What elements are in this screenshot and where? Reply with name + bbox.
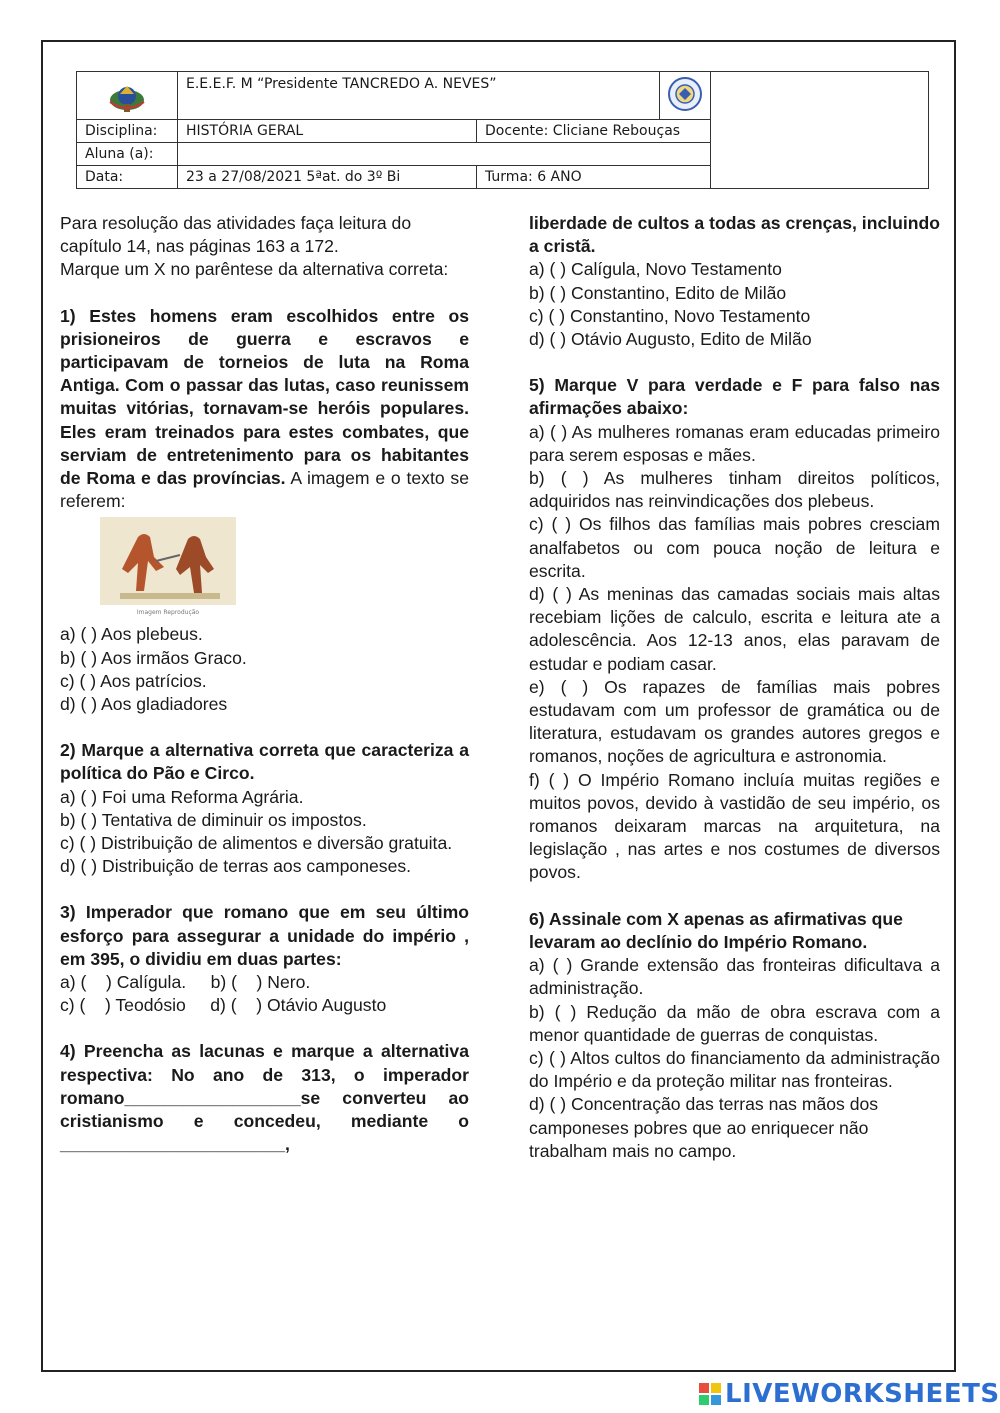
- school-name: E.E.E.F. M “Presidente TANCREDO A. NEVES”: [178, 72, 660, 120]
- q4-question-cont: liberdade de cultos a todas as crenças, incluindo a cristã.: [529, 213, 940, 257]
- liveworksheets-watermark: [699, 1379, 1000, 1409]
- q3-question: 3) Imperador que romano que em seu último esforço para assegurar a unidade do império , em 395, o dividiu em duas partes:: [60, 902, 469, 969]
- aluna-label: Aluna (a):: [77, 143, 178, 166]
- q5-option-e[interactable]: e) ( ) Os rapazes de famílias mais pobres estudavam com um professor de gramática ou de literatura, estudavam os grandes autores gregos e romanos, noções de agricultura e astronomia.: [529, 676, 940, 767]
- q3-options-row1[interactable]: a) ( ) Calígula. b) ( ) Nero.: [60, 972, 311, 993]
- q6-option-a[interactable]: a) ( ) Grande extensão das fronteiras dificultava a administração.: [529, 955, 940, 999]
- school-seal-cell: [660, 72, 711, 120]
- disciplina-label: Disciplina:: [77, 120, 178, 143]
- q2-option-c[interactable]: c) ( ) Distribuição de alimentos e diversão gratuita.: [60, 833, 453, 854]
- q1-option-c[interactable]: c) ( ) Aos patrícios.: [60, 670, 207, 691]
- aluna-field[interactable]: [178, 143, 711, 166]
- q6-question: 6) Assinale com X apenas as afirmativas que levaram ao declínio do Império Romano.: [529, 908, 903, 952]
- q6-option-d[interactable]: d) ( ) Concentração das terras nas mãos dos camponeses pobres que ao enriquecer não trabalham mais no campo.: [529, 1094, 879, 1161]
- q5-option-c[interactable]: c) ( ) Os filhos das famílias mais pobres cresciam analfabetos ou com pouca noção de leitura e escrita.: [529, 514, 940, 581]
- q5-question: 5) Marque V para verdade e F para falso nas afirmações abaixo:: [529, 375, 940, 419]
- school-seal-icon: [665, 75, 705, 113]
- q4-option-d[interactable]: d) ( ) Otávio Augusto, Edito de Milão: [529, 329, 812, 350]
- school-logo-cell: [77, 72, 178, 120]
- q5-option-f[interactable]: f) ( ) O Império Romano incluía muitas regiões e muitos povos, devido à vastidão de seu império, os romanos deixaram marcas na arquitetura, na legislação , nas artes e nos costumes de diversos povos.: [529, 769, 940, 883]
- intro-line1: Para resolução das atividades faça leitura do capítulo 14, nas páginas 163 a 172.: [60, 213, 412, 257]
- q2-question: 2) Marque a alternativa correta que caracteriza a política do Pão e Circo.: [60, 740, 469, 784]
- q2-option-b[interactable]: b) ( ) Tentativa de diminuir os impostos.: [60, 809, 367, 830]
- turma: Turma: 6 ANO: [477, 166, 711, 189]
- q1-question: 1) Estes homens eram escolhidos entre os prisioneiros de guerra e escravos e participavam de torneios de luta na Roma Antiga. Com o passar das lutas, caso reunissem muitas vitórias, tornavam-se heróis populares. Eles eram treinados para estes combates, que serviam de entretenimento para os habitantes de Roma e das províncias.: [60, 305, 469, 489]
- q1-tail: A imagem e o texto se referem:: [60, 468, 469, 512]
- q6-option-c[interactable]: c) ( ) Altos cultos do financiamento da administração do Império e da proteção militar nas fronteiras.: [529, 1047, 940, 1092]
- q4-option-b[interactable]: b) ( ) Constantino, Edito de Milão: [529, 282, 787, 303]
- header-table: [76, 71, 929, 189]
- data-label: Data:: [77, 166, 178, 189]
- liveworksheets-logo-icon: [699, 1382, 721, 1404]
- q5-option-b[interactable]: b) ( ) As mulheres tinham direitos políticos, adquiridos nas reinvindicações dos plebeus.: [529, 468, 940, 512]
- q1-option-d[interactable]: d) ( ) Aos gladiadores: [60, 694, 228, 715]
- gladiators-image: [100, 517, 236, 617]
- q3-options-row2[interactable]: c) ( ) Teodósio d) ( ) Otávio Augusto: [60, 995, 387, 1016]
- q2-option-d[interactable]: d) ( ) Distribuição de terras aos camponeses.: [60, 856, 412, 877]
- image-caption: Imagem Reprodução: [136, 609, 200, 617]
- disciplina-value: HISTÓRIA GERAL: [178, 120, 477, 143]
- q1-paragraph: [60, 305, 469, 514]
- q6-option-b[interactable]: b) ( ) Redução da mão de obra escrava com a menor quantidade de guerras de conquistas.: [529, 1001, 940, 1045]
- watermark-text: LIVEWORKSHEETS: [725, 1379, 1000, 1409]
- intro-line2: Marque um X no parêntese da alternativa correta:: [60, 259, 449, 280]
- state-crest-icon: [102, 74, 152, 114]
- q1-option-a[interactable]: a) ( ) Aos plebeus.: [60, 624, 203, 645]
- q4-option-c[interactable]: c) ( ) Constantino, Novo Testamento: [529, 305, 811, 326]
- docente: Docente: Cliciane Rebouças: [477, 120, 711, 143]
- blank-header-cell: [711, 72, 929, 189]
- q1-option-b[interactable]: b) ( ) Aos irmãos Graco.: [60, 647, 247, 668]
- q4-question: 4) Preencha as lacunas e marque a alternativa respectiva: No ano de 313, o imperador romano__________________se converteu ao cristianismo e concedeu, mediante o _______________________,: [60, 1041, 469, 1155]
- data-value: 23 a 27/08/2021 5ªat. do 3º Bi: [178, 166, 477, 189]
- q2-option-a[interactable]: a) ( ) Foi uma Reforma Agrária.: [60, 786, 304, 807]
- q4-option-a[interactable]: a) ( ) Calígula, Novo Testamento: [529, 259, 782, 280]
- q5-option-a[interactable]: a) ( ) As mulheres romanas eram educadas primeiro para serem esposas e mães.: [529, 421, 940, 465]
- right-column: [529, 212, 940, 1163]
- left-column: [60, 212, 469, 1157]
- q5-option-d[interactable]: d) ( ) As meninas das camadas sociais mais altas recebiam lições de calculo, escrita e leitura ate a adolescência. Aos 12-13 anos, elas paravam de estudar e podiam casar.: [529, 584, 940, 674]
